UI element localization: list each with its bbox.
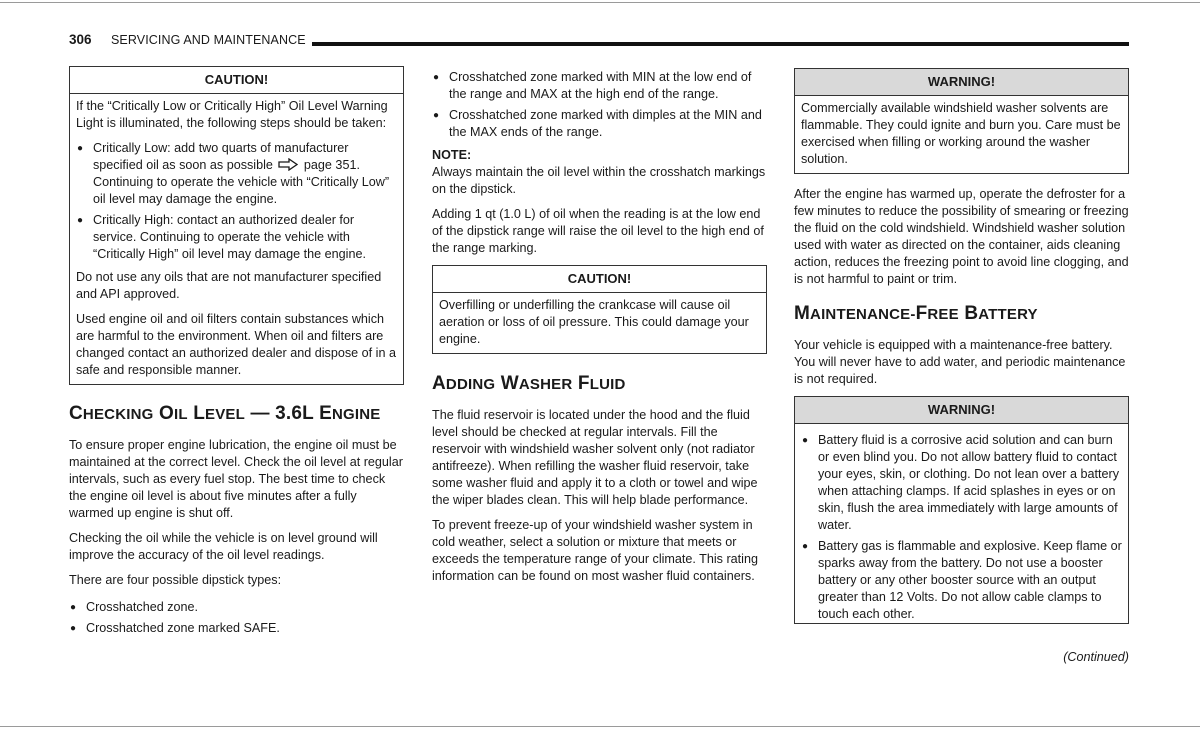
list-item: ● Crosshatched zone marked with MIN at the low end of the range and MAX at the high end of the range. [432,69,767,103]
bullet-low-continuation: Continuing to operate the vehicle with “Critically Low” oil level may damage the engine. [93,175,390,206]
page-reference-link[interactable]: page 351. [303,158,360,172]
page-header [69,32,1129,50]
caution-title: CAUTION! [70,67,403,94]
battery-warning-list [801,432,1122,623]
dipstick-types-list [69,599,404,637]
list-item: ● Crosshatched zone. [69,599,404,616]
caution-title: CAUTION! [433,266,766,293]
oil-level-para-2: Checking the oil while the vehicle is on level ground will improve the accuracy of the oil level readings. [69,531,378,562]
list-item: ● Battery gas is flammable and explosive. Keep flame or sparks away from the battery. Do not use a booster battery or any other booster source with an output greater than 12 Volts. Do not allow cable clamps to touch each other. [801,538,1122,623]
top-border [0,2,1200,3]
caution-para-environment: Used engine oil and oil filters contain substances which are harmful to the environment. When oil and filters are changed contact an authorized dealer and dispose of in a safe and responsible manner. [76,312,396,377]
oil-level-para-3: There are four possible dipstick types: [69,573,282,587]
caution-body [433,293,766,353]
heading-adding-washer-fluid: ADDING WASHER FLUID [432,373,626,394]
list-item: ● Crosshatched zone marked with dimples at the MIN and the MAX ends of the range. [432,107,767,141]
page-reference-arrow-icon [278,158,298,171]
battery-para: Your vehicle is equipped with a maintenance-free battery. You will never have to add water, and periodic maintenance is not required. [794,338,1126,386]
note-text: Always maintain the oil level within the crosshatch markings on the dipstick. [432,165,766,196]
warning-title: WARNING! [795,69,1128,96]
dipstick-types-list-cont [432,69,767,141]
bullet-critically-high: ● Critically High: contact an authorized dealer for service. Continuing to operate the vehicle with “Critically High” oil level may damage the engine. [76,212,397,263]
warning-box-battery [794,396,1129,624]
column-2 [432,69,767,593]
warning-box-washer-solvent [794,68,1129,174]
adding-oil-para: Adding 1 qt (1.0 L) of oil when the reading is at the low end of the dipstick range will raise the oil level to the high end of the range marking. [432,207,764,255]
caution-text: Overfilling or underfilling the crankcase will cause oil aeration or loss of oil pressure. This could damage your engine. [439,298,749,346]
caution-body [70,94,403,384]
washer-fluid-para-2: To prevent freeze-up of your windshield washer system in cold weather, select a solution or mixture that meets or exceeds the temperature range of your climate. This rating information can be found on most washer fluid containers. [432,518,758,583]
oil-level-para-1: To ensure proper engine lubrication, the engine oil must be maintained at the correct level. Check the oil level at regular intervals, such as every fuel stop. The best time to check the engine oil level is about five minutes after a fully warmed up engine is shut off. [69,438,403,520]
bottom-border [0,726,1200,727]
warning-title: WARNING! [795,397,1128,424]
warning-body [795,424,1128,623]
bullet-low-text: Critically Low: add two quarts of manufacturer specified oil as soon as possible [93,141,349,172]
bullet-critically-low [76,140,397,208]
caution-intro: If the “Critically Low or Critically High” Oil Level Warning Light is illuminated, the following steps should be taken: [76,99,388,130]
washer-fluid-para-1: The fluid reservoir is located under the hood and the fluid level should be checked at regular intervals. Fill the reservoir with windshield washer solvent only (not radiator antifreeze). When refilling the washer fluid reservoir, take some washer fluid and apply it to a cloth or towel and wipe the wiper blades clean. This will help blade performance. [432,408,758,507]
heading-checking-oil-level: CHECKING OIL LEVEL — 3.6L ENGINE [69,403,381,424]
caution-box-overfilling [432,265,767,354]
note-label: NOTE: [432,148,472,162]
column-1 [69,66,404,643]
list-item: ● Battery fluid is a corrosive acid solution and can burn or even blind you. Do not allow battery fluid to contact your eyes, skin, or clothing. Do not lean over a battery when attaching clamps. If acid splashes in eyes or on skin, flush the area immediately with large amounts of water. [801,432,1122,534]
warning-text: Commercially available windshield washer solvents are flammable. They could ignite and burn you. Care must be exercised when filling or working around the washer solution. [801,101,1121,166]
caution-bullets [76,140,397,263]
warning-body [795,96,1128,173]
column-3 [794,68,1129,624]
heading-maintenance-free-battery: MAINTENANCE-FREE BATTERY [794,303,1038,324]
continued-label: (Continued) [1063,650,1129,664]
defroster-para: After the engine has warmed up, operate the defroster for a few minutes to reduce the possibility of smearing or freezing the fluid on the cold windshield. Windshield washer solution used with water as directed on the container, aids cleaning action, reduces the freezing point to avoid line clogging, and is not harmful to paint or trim. [794,187,1129,286]
page-number: 306 [69,32,92,47]
caution-para-oils: Do not use any oils that are not manufacturer specified and API approved. [76,270,382,301]
list-item: ● Crosshatched zone marked SAFE. [69,620,404,637]
header-rule [312,42,1129,46]
caution-box-oil-level [69,66,404,385]
section-title: SERVICING AND MAINTENANCE [111,33,306,47]
